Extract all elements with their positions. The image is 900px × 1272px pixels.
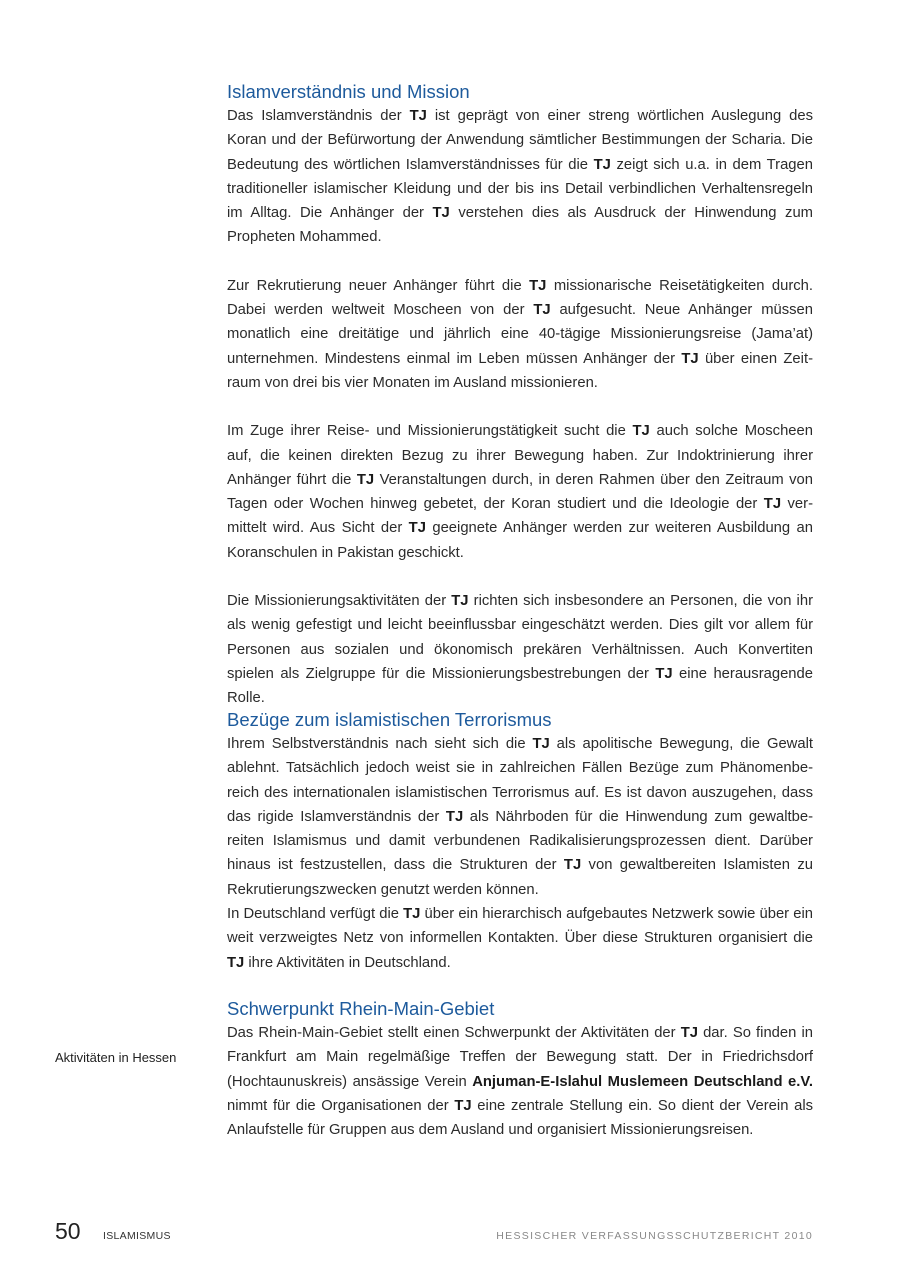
bold-term: TJ bbox=[454, 1097, 472, 1114]
bold-term: TJ bbox=[681, 350, 699, 367]
bold-term: TJ bbox=[409, 108, 427, 124]
section-heading: Bezüge zum islamistischen Terrorismus bbox=[227, 709, 552, 730]
paragraph: In Deutschland verfügt die TJ über ein hierarchisch aufgebautes Netzwerk sowie über ein weit verzweigtes Netz von informellen Kontakten. Über diese Strukturen organisiert die TJ ihre Aktivitäten in Deutschland. bbox=[227, 906, 813, 971]
paragraph: Das Rhein-Main-Gebiet stellt einen Schwerpunkt der Aktivitäten der TJ dar. So finden in Frankfurt am Main regelmäßige Treffen der Bewegung statt. Der in Friedrichsdorf (Hochtaunuskreis) ansässige Verein Anjuman-E-Islahul Muslemeen Deutschland e.V. nimmt für die Organisationen der TJ eine zentrale Stellung ein. So dient der Verein als Anlaufstelle für Gruppen aus dem Ausland und organisiert Missionierungsreisen. bbox=[227, 1025, 814, 1139]
bold-term: TJ bbox=[763, 496, 782, 513]
margin-note: Aktivitäten in Hessen bbox=[55, 1050, 177, 1065]
paragraph: Ihrem Selbstverständnis nach sieht sich die TJ als apolitische Bewegung, die Gewalt ablehnt. Tatsächlich jedoch weist sie in zahlreichen Fällen Bezüge zum Phänomenbereich des internationalen islamistischen Terrorismus auf. Es ist davon auszugehen, dass das rigide Islamverständnis der TJ als Nährboden für die Hinwendung zum gewaltbereiten Islamismus und damit verbundenen Radikalisierungsprozessen dient. Darüber hinaus ist festzustellen, dass die Strukturen der TJ von gewaltbereiten Islamisten zu Rekrutierungszwecken genutzt werden können. bbox=[227, 736, 813, 898]
bold-term: TJ bbox=[632, 423, 650, 440]
paragraph: Die Missionierungsaktivitäten der TJ richten sich insbesondere an Personen, die von ihr als wenig gefestigt und leicht beeinflussbar eingeschätzt werden. Dies gilt vor allem für Personen aus sozialen und ökonomisch prekären Verhältnissen. Auch Konvertiten spielen als Zielgruppe für die Missionierungsbestrebungen der TJ eine herausragende Rolle. bbox=[227, 593, 813, 707]
bold-term: TJ bbox=[563, 857, 582, 874]
bold-term: TJ bbox=[529, 277, 547, 294]
bold-term: TJ bbox=[655, 665, 673, 682]
bold-term: TJ bbox=[593, 156, 611, 173]
paragraph: Das Islamverständnis der TJ ist geprägt von einer streng wörtlichen Auslegung des Koran und der Befürwortung der Anwendung sämtlicher Bestimmungen der Scharia. Die Bedeutung des wörtlichen Islamverständnisses für die TJ zeigt sich u.a. in dem Tragen traditioneller islamischer Kleidung und der bis ins Detail verbindlichen Verhaltensregeln im Alltag. Die Anhänger der TJ verstehen dies als Ausdruck der Hinwendung zum Propheten Mohammed. bbox=[227, 108, 814, 246]
page-number: 50 bbox=[55, 1218, 81, 1244]
footer-section: ISLAMISMUS bbox=[103, 1230, 171, 1242]
bold-term: TJ bbox=[356, 471, 375, 488]
bold-term: TJ bbox=[432, 205, 450, 222]
bold-term: TJ bbox=[532, 736, 550, 752]
footer-publication: HESSISCHER VERFASSUNGSSCHUTZBERICHT 2010 bbox=[496, 1230, 813, 1242]
bold-term: TJ bbox=[680, 1025, 698, 1041]
paragraph: Zur Rekrutierung neuer Anhänger führt die TJ missionarische Reisetätigkeiten durch. Dabei werden weltweit Moscheen von der TJ aufgesucht. Neue Anhänger müssen monatlich eine dreitätige und jährlich eine 40-tägige Missionierungsreise (Jama’at) unternehmen. Mindestens einmal im Leben müssen Anhänger der TJ über einen Zeitraum von drei bis vier Monaten im Ausland missionieren. bbox=[227, 277, 814, 391]
section-heading: Islamverständnis und Mission bbox=[227, 81, 470, 102]
bold-term: TJ bbox=[408, 520, 426, 537]
section-terrorism bbox=[227, 708, 813, 975]
section-rhein-main bbox=[227, 997, 813, 1142]
bold-term: TJ bbox=[451, 593, 469, 610]
paragraph: Im Zuge ihrer Reise- und Missionierungstätigkeit sucht die TJ auch solche Moscheen auf, die keinen direkten Bezug zu ihrer Bewegung haben. Zur Indoktrinierung ihrer Anhänger führt die TJ Veranstaltungen durch, in deren Rahmen über den Zeitraum von Tagen oder Wochen hinweg gebetet, der Koran studiert und die Ideologie der TJ vermittelt wird. Aus Sicht der TJ geeignete Anhänger werden zur weiteren Ausbildung an Koranschulen in Pakistan geschickt. bbox=[227, 423, 813, 561]
bold-term: Anjuman-E-Islahul Muslemeen Deutschland e.V. bbox=[472, 1073, 813, 1090]
bold-term: TJ bbox=[227, 954, 245, 971]
section-heading: Schwerpunkt Rhein-Main-Gebiet bbox=[227, 998, 495, 1019]
bold-term: TJ bbox=[445, 808, 464, 825]
section-mission bbox=[227, 80, 813, 711]
bold-term: TJ bbox=[533, 302, 551, 319]
bold-term: TJ bbox=[403, 906, 421, 923]
